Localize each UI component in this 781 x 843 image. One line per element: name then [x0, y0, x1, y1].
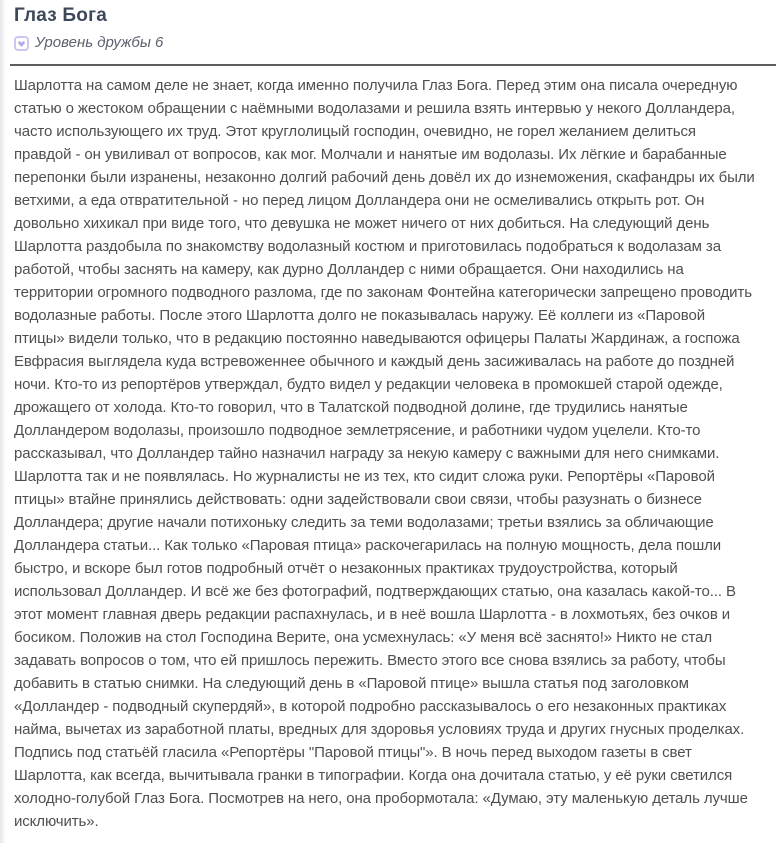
- friendship-level-label: Уровень дружбы 6: [35, 34, 164, 51]
- story-header: [0, 0, 781, 52]
- story-paragraph: Шарлотта на самом деле не знает, когда именно получила Глаз Бога. Перед этим она писала очередную статью о жестоком обращении с наёмными водолазами и решила взять интервью у некого Долландера, часто использующего их труд. Этот круглолицый господин, очевидно, не горел желанием делиться правдой - он увиливал от вопросов, как мог. Молчали и нанятые им водолазы. Их лёгкие и барабанные перепонки были изранены, незаконно долгий рабочий день довёл их до изнеможения, скафандры их были ветхими, а еда отвратительной - но перед лицом Долландера они не осмеливались открыть рот. Он довольно хихикал при виде того, что девушка не может ничего от них добиться. На следующий день Шарлотта раздобыла по знакомству водолазный костюм и приготовилась подобраться к водолазам за работой, чтобы заснять на камеру, как дурно Долландер с ними обращается. Они находились на территории огромного подводного разлома, где по законам Фонтейна категорически запрещено проводить водолазные работы. После этого Шарлотта долго не показывалась наружу. Её коллеги из «Паровой птицы» видели только, что в редакцию постоянно наведываются офицеры Палаты Жардинаж, а госпожа Евфрасия выглядела куда встревоженнее обычного и каждый день засиживалась на работе до поздней ночи. Кто-то из репортёров утверждал, будто видел у редакции человека в промокшей старой одежде, дрожащего от холода. Кто-то говорил, что в Талатской подводной долине, где трудились нанятые Долландером водолазы, произошло подводное землетрясение, и работники чудом уцелели. Кто-то рассказывал, что Долландер тайно назначил награду за некую камеру с важными для него снимками. Шарлотта так и не появлялась. Но журналисты не из тех, кто сидит сложа руки. Репортёры «Паровой птицы» втайне принялись действовать: одни задействовали свои связи, чтобы разузнать о бизнесе Долландера; другие начали потихоньку следить за теми водолазами; третьи взялись за обличающие Долландера статьи... Как только «Паровая птица» раскочегарилась на полную мощность, дела пошли быстро, и вскоре был готов подробный отчёт о незаконных практиках трудоустройства, который использовал Долландер. И всё же без фотографий, подтверждающих статью, она казалась какой-то... В этот момент главная дверь редакции распахнулась, и в неё вошла Шарлотта - в лохмотьях, без очков и босиком. Положив на стол Господина Верите, она усмехнулась: «У меня всё заснято!» Никто не стал задавать вопросов о том, что ей пришлось пережить. Вместо этого все снова взялись за работу, чтобы добавить в статью снимки. На следующий день в «Паровой птице» вышла статья под заголовком «Долландер - подводный скупердяй», в которой подробно рассказывалось о его незаконных практиках найма, вычетах из заработной платы, вредных для здоровья условиях труда и других гнусных проделках. Подпись под статьёй гласила «Репортёры "Паровой птицы"». В ночь перед выходом газеты в свет Шарлотта, как всегда, вычитывала гранки в типографии. Когда она дочитала статью, у её руки светился холодно-голубой Глаз Бога. Посмотрев на него, она пробормотала: «Думаю, эту маленькую деталь лучше исключить».: [14, 77, 755, 830]
- page-title: Глаз Бога: [14, 5, 107, 26]
- vision-emblem-icon: [14, 36, 29, 51]
- friendship-level-row: [14, 34, 767, 52]
